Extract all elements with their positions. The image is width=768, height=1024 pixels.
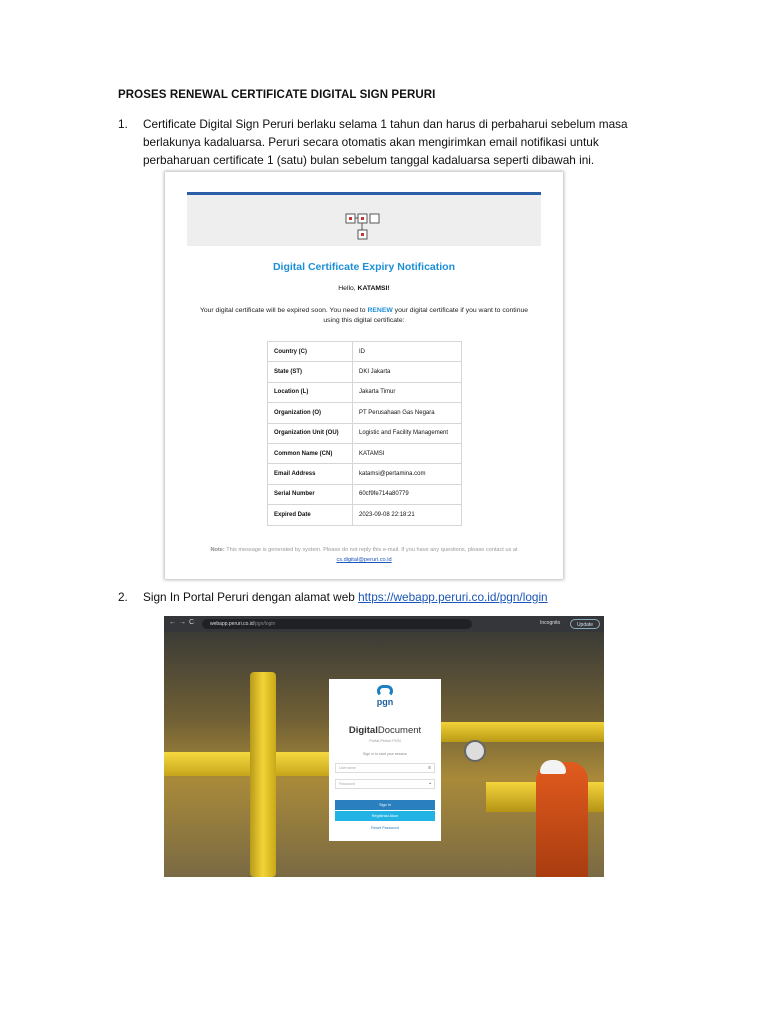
worker-figure [536,762,588,877]
table-row [268,403,462,423]
certificate-details-table [267,341,462,526]
url-path: /pgn/login [253,621,276,627]
field-value: katamsi@pertamina.com [353,464,462,484]
field-name: Location (L) [268,382,353,402]
field-value: 60cf9fe714a80779 [353,484,462,504]
peruri-logo-icon [345,212,381,246]
email-note [195,545,533,565]
login-card [329,679,441,841]
browser-login-screenshot [164,616,604,877]
pressure-gauge [464,740,486,762]
message-post: your digital certificate if you want to continue using this digital certificate: [323,307,529,324]
email-notification-screenshot [165,172,563,579]
field-value: PT Perusahaan Gas Negara [353,403,462,423]
app-name [329,725,441,736]
greeting-text: Hello, [338,285,356,292]
yellow-pipe [164,752,334,776]
table-row [268,362,462,382]
support-email-link[interactable]: cs.digital@peruri.co.id [336,557,392,563]
sign-in-button[interactable]: Sign In [335,800,435,810]
field-value: 2023-09-08 22:18:21 [353,505,462,525]
table-row [268,464,462,484]
lock-icon: ▪ [429,781,431,787]
step-2 [118,588,638,608]
url-host: webapp.peruri.co.id [210,621,254,627]
note-label: Note: [210,547,225,553]
address-bar[interactable] [202,619,472,629]
worker-helmet [540,760,566,774]
note-text: This message is generated by system. Please do not reply this e-mail. If you have any questions, please contact us at [226,547,518,553]
table-row [268,505,462,525]
username-input[interactable] [335,763,435,773]
email-greeting [165,285,563,292]
login-hint: Sign in to start your session [362,752,408,756]
background-photo [164,632,604,877]
field-value: DKI Jakarta [353,362,462,382]
field-name: Common Name (CN) [268,443,353,463]
portal-url-link[interactable]: https://webapp.peruri.co.id/pgn/login [358,590,548,604]
field-name: Serial Number [268,484,353,504]
reload-icon[interactable]: C [189,619,195,626]
table-row [268,484,462,504]
field-name: State (ST) [268,362,353,382]
field-value: Logistic and Facility Management [353,423,462,443]
step-number: 1. [118,117,128,131]
update-button[interactable]: Update [570,619,600,629]
brand-name: pgn [376,697,394,707]
password-input[interactable] [335,779,435,789]
email-title: Digital Certificate Expiry Notification [272,261,456,273]
forward-icon[interactable]: → [179,619,186,626]
recipient-name: KATAMSI! [357,285,390,292]
portal-subtitle: Portal Perluri PGN [369,739,401,743]
field-value: ID [353,342,462,362]
field-name: Country (C) [268,342,353,362]
field-name: Organization Unit (OU) [268,423,353,443]
step-text: Certificate Digital Sign Peruri berlaku selama 1 tahun dan harus di perbaharui sebelum masa berlakunya kadaluarsa. Peruri secara otomatis akan mengirimkan email notifikasi untuk perbaharuan certificate 1 (satu) bulan sebelum tanggal kadaluarsa seperti dibawah ini. [143,117,628,167]
renew-link[interactable]: RENEW [367,307,393,314]
table-row [268,342,462,362]
field-value: KATAMSI [353,443,462,463]
username-placeholder: Username [339,766,356,770]
step-text-plain: Sign In Portal Peruri dengan alamat web [143,590,359,604]
field-name: Email Address [268,464,353,484]
yellow-pipe [440,722,604,742]
table-row [268,382,462,402]
incognito-label: Incognito [540,620,561,626]
field-name: Expired Date [268,505,353,525]
step-number: 2. [118,590,128,604]
message-pre: Your digital certificate will be expired soon. You need to [199,307,366,314]
table-row [268,443,462,463]
field-name: Organization (O) [268,403,353,423]
register-button[interactable]: Registrasi Akun [335,811,435,821]
pgn-logo-icon [377,685,393,697]
field-value: Jakarta Timur [353,382,462,402]
reset-password-link[interactable]: Reset Password [371,826,399,830]
user-icon: ≡ [428,765,431,771]
document-title: PROSES RENEWAL CERTIFICATE DIGITAL SIGN PERURI [118,89,436,101]
step-text [143,588,548,606]
app-name-light: Document [377,725,422,736]
step-1 [118,115,638,175]
app-name-bold: Digital [348,725,378,736]
password-placeholder: Password [339,782,355,786]
email-message [195,306,533,326]
back-icon[interactable]: ← [169,619,176,626]
table-row [268,423,462,443]
email-header-bar [187,192,541,195]
yellow-pipe [250,672,276,877]
